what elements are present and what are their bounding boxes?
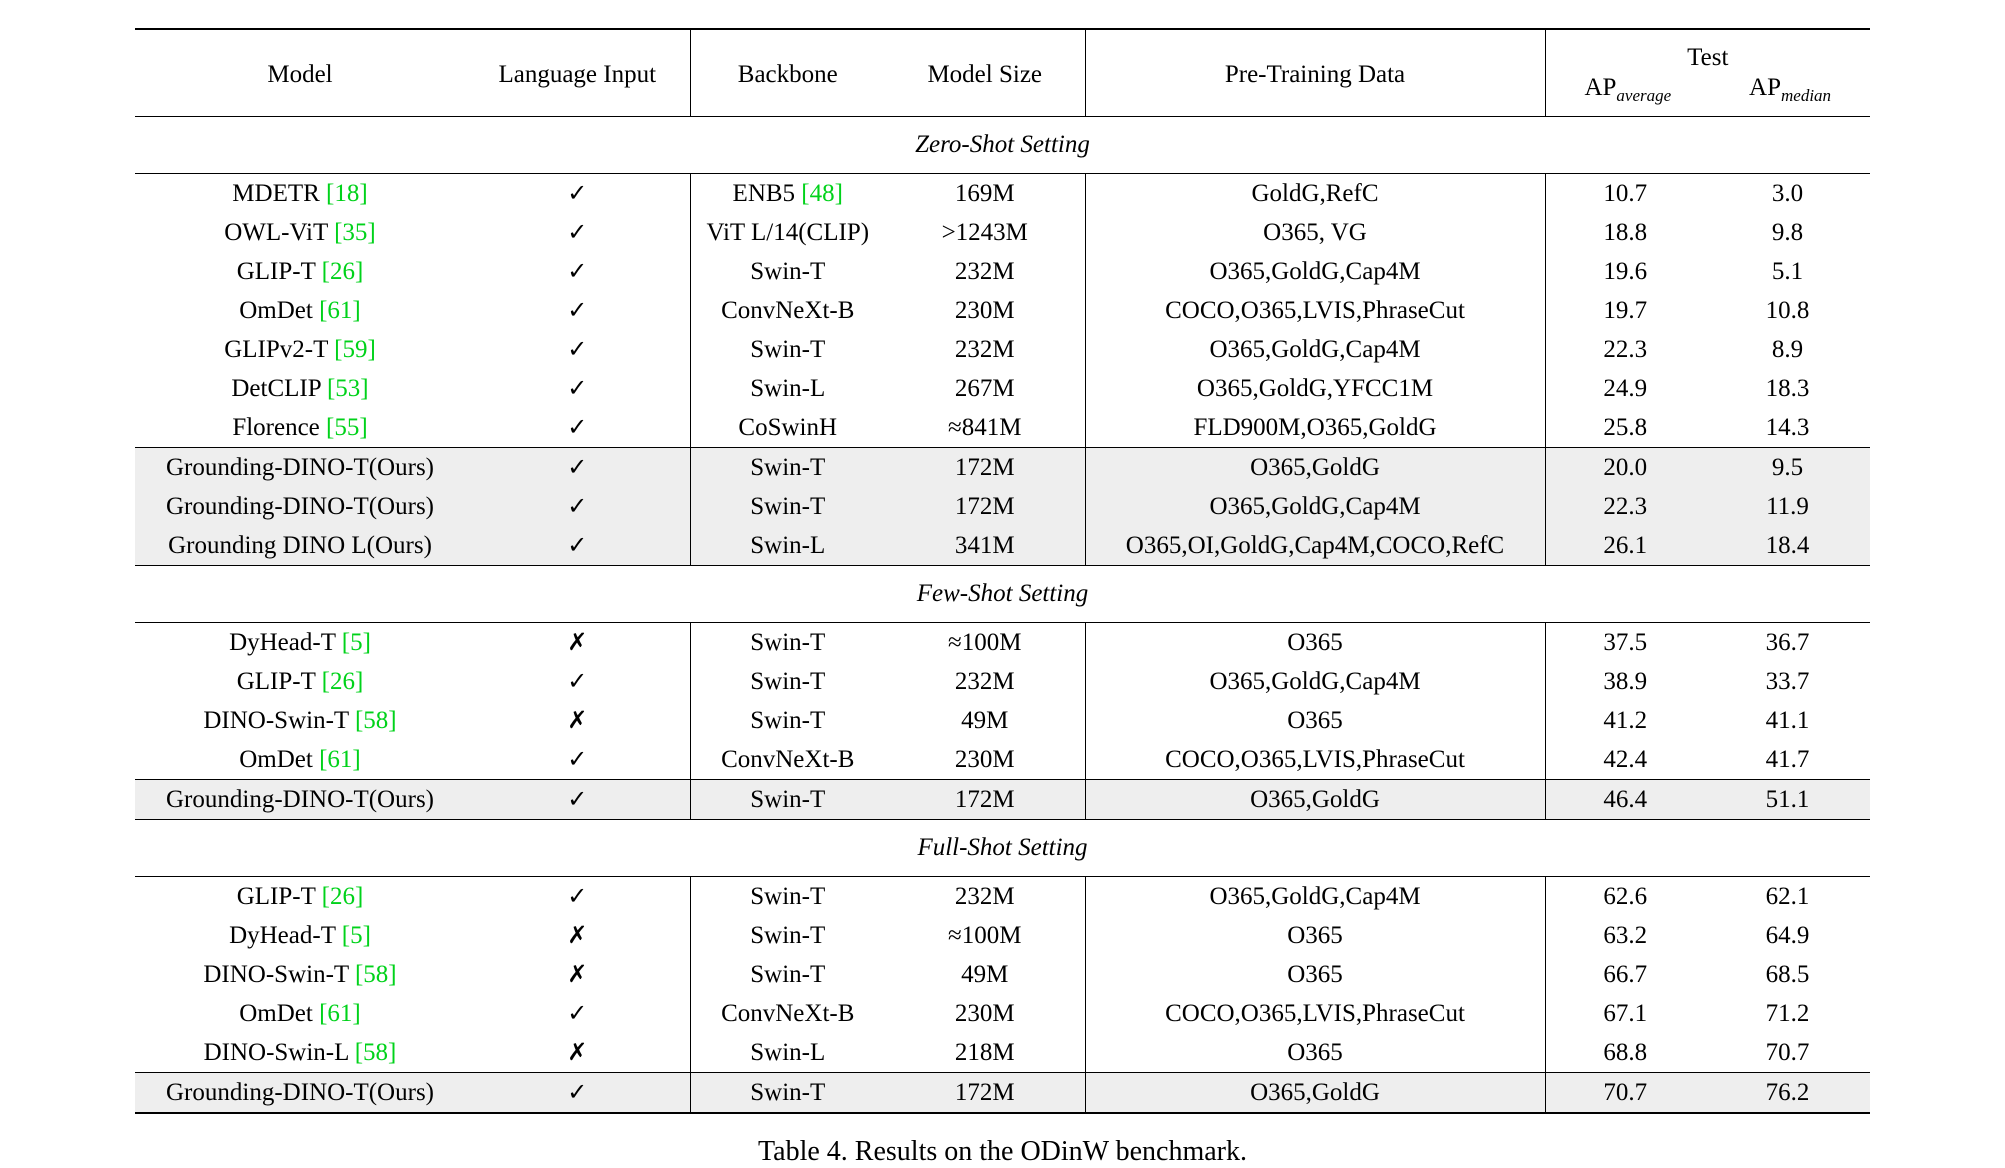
cell-ap-median: 71.2	[1765, 1000, 1810, 1027]
cell-language-input	[465, 662, 690, 701]
cell-ap-average: 46.4	[1545, 780, 1705, 820]
cell-backbone: ViT L/14(CLIP)	[690, 213, 885, 252]
cell-pretraining-data: O365,GoldG	[1085, 1073, 1545, 1114]
check-icon: ✓	[567, 337, 588, 363]
citation-ref[interactable]: [58]	[354, 961, 397, 988]
citation-ref[interactable]: [18]	[326, 180, 368, 207]
cell-model: DINO-Swin-L [58]	[203, 1039, 397, 1066]
cell-ap-median: 9.5	[1705, 448, 1870, 488]
cell-pretraining-data: O365	[1085, 701, 1545, 740]
citation-ref[interactable]: [61]	[319, 297, 361, 324]
check-icon: ✓	[567, 787, 588, 813]
citation-ref[interactable]: [5]	[341, 922, 371, 949]
table-row	[135, 994, 1870, 1033]
results-table	[135, 28, 1870, 1114]
cell-ap-average: 68.8	[1545, 1033, 1705, 1073]
citation-ref[interactable]: [58]	[354, 707, 397, 734]
col-header-test	[1545, 29, 1870, 117]
table-row	[135, 1073, 1870, 1114]
cell-model-size: 230M	[954, 297, 1015, 324]
cell-model: OmDet [61]	[239, 746, 361, 773]
cell-model: Florence [55]	[232, 414, 368, 441]
table-row	[135, 662, 1870, 701]
cell-backbone: Swin-T	[690, 623, 885, 663]
cell-ap-median: 11.9	[1705, 487, 1870, 526]
cell-model-size: 172M	[885, 1073, 1085, 1114]
cell-pretraining-data: O365,GoldG	[1085, 780, 1545, 820]
cell-model: GLIP-T [26]	[236, 258, 364, 285]
cell-model-size: 232M	[954, 668, 1015, 695]
cell-backbone: Swin-T	[690, 955, 885, 994]
table-row	[135, 408, 1870, 448]
cell-model: Grounding DINO L(Ours)	[135, 526, 465, 566]
check-icon: ✓	[567, 1080, 588, 1106]
cell-ap-median: 5.1	[1771, 258, 1804, 285]
cell-pretraining-data: O365,OI,GoldG,Cap4M,COCO,RefC	[1085, 526, 1545, 566]
cell-backbone: Swin-T	[690, 448, 885, 488]
cell-language-input	[465, 448, 690, 488]
citation-ref[interactable]: [58]	[354, 1039, 397, 1066]
section-header	[135, 117, 1870, 174]
cell-backbone: ConvNeXt-B	[690, 994, 885, 1033]
col-header-ap-median: $AP_{median}$	[1749, 74, 1832, 106]
col-header-model: Model	[135, 29, 465, 117]
cell-model: MDETR [18]	[135, 174, 465, 214]
cell-backbone: Swin-T	[690, 330, 885, 369]
cell-pretraining-data: FLD900M,O365,GoldG	[1085, 408, 1545, 448]
cell-ap-average: 19.7	[1545, 291, 1705, 330]
cell-backbone: ENB5 [48]	[690, 174, 885, 214]
cell-language-input	[465, 330, 690, 369]
check-icon: ✓	[567, 415, 588, 441]
section-header	[135, 820, 1870, 877]
cell-pretraining-data: GoldG,RefC	[1085, 174, 1545, 214]
cell-ap-average: 25.8	[1545, 408, 1705, 448]
cell-pretraining-data: O365,GoldG,Cap4M	[1085, 252, 1545, 291]
cell-ap-median: 3.0	[1705, 174, 1870, 214]
check-icon: ✓	[567, 259, 588, 285]
cell-model-size: 230M	[954, 746, 1015, 773]
cell-ap-average: 22.3	[1545, 330, 1705, 369]
cell-language-input	[465, 526, 690, 566]
cell-backbone: Swin-T	[690, 662, 885, 701]
cell-ap-average: 37.5	[1545, 623, 1705, 663]
cell-pretraining-data: O365,GoldG,Cap4M	[1085, 662, 1545, 701]
cell-backbone: Swin-L	[690, 1033, 885, 1073]
cell-model-size: ≈841M	[948, 414, 1022, 441]
cell-model: DetCLIP [53]	[231, 375, 369, 402]
cell-backbone: Swin-L	[690, 526, 885, 566]
section-title: Few-Shot Setting	[135, 566, 1870, 623]
cell-backbone: Swin-T	[690, 780, 885, 820]
cell-ap-median: 8.9	[1771, 336, 1804, 363]
cell-backbone: ConvNeXt-B	[690, 740, 885, 780]
cell-ap-median: 51.1	[1705, 780, 1870, 820]
table-row	[135, 623, 1870, 663]
cell-model: GLIPv2-T [59]	[224, 336, 376, 363]
cell-model-size: ≈100M	[885, 623, 1085, 663]
cell-pretraining-data: O365, VG	[1085, 213, 1545, 252]
check-icon: ✓	[567, 884, 588, 910]
table-row	[135, 252, 1870, 291]
cell-ap-average: 22.3	[1545, 487, 1705, 526]
cell-ap-average: 67.1	[1545, 994, 1705, 1033]
cell-ap-median: 41.1	[1765, 707, 1810, 734]
section-header	[135, 566, 1870, 623]
citation-ref[interactable]: [59]	[334, 336, 376, 363]
check-icon: ✓	[567, 298, 588, 324]
cell-ap-median: 62.1	[1705, 877, 1870, 917]
cell-model-size: 49M	[961, 961, 1009, 988]
table-row	[135, 916, 1870, 955]
cell-ap-average: 38.9	[1545, 662, 1705, 701]
cell-language-input	[465, 916, 690, 955]
check-icon: ✓	[567, 669, 588, 695]
cell-backbone: ConvNeXt-B	[690, 291, 885, 330]
cross-icon: ✗	[567, 1040, 588, 1066]
cell-ap-average: 19.6	[1545, 252, 1705, 291]
cross-icon: ✗	[567, 708, 588, 734]
cell-model-size: 172M	[885, 780, 1085, 820]
cell-ap-average: 63.2	[1545, 916, 1705, 955]
cell-ap-average: 18.8	[1545, 213, 1705, 252]
cell-ap-median: 36.7	[1705, 623, 1870, 663]
cell-model: OWL-ViT [35]	[224, 219, 376, 246]
cell-model-size: 172M	[885, 448, 1085, 488]
cell-language-input	[465, 291, 690, 330]
table-row	[135, 526, 1870, 566]
cell-pretraining-data: O365,GoldG,YFCC1M	[1085, 369, 1545, 408]
cell-ap-average: 41.2	[1545, 701, 1705, 740]
cell-ap-median: 76.2	[1705, 1073, 1870, 1114]
cell-model-size: 341M	[885, 526, 1085, 566]
test-group-label: Test	[1687, 43, 1729, 71]
check-icon: ✓	[567, 1001, 588, 1027]
cell-backbone: Swin-L	[690, 369, 885, 408]
cell-backbone: Swin-T	[690, 487, 885, 526]
cell-ap-average: 24.9	[1545, 369, 1705, 408]
cell-language-input	[465, 252, 690, 291]
cell-language-input	[465, 780, 690, 820]
cell-pretraining-data: O365,GoldG,Cap4M	[1085, 487, 1545, 526]
check-icon: ✓	[567, 455, 588, 481]
table-header-row	[135, 29, 1870, 117]
table-row	[135, 330, 1870, 369]
cell-language-input	[465, 877, 690, 917]
cell-language-input	[465, 1033, 690, 1073]
check-icon: ✓	[567, 220, 588, 246]
cell-model-size: ≈100M	[948, 922, 1022, 949]
table-row	[135, 369, 1870, 408]
citation-ref[interactable]: [26]	[321, 258, 364, 285]
cell-backbone: Swin-T	[690, 252, 885, 291]
col-header-model-size: Model Size	[885, 29, 1085, 117]
citation-ref[interactable]: [48]	[801, 180, 843, 207]
table-row	[135, 740, 1870, 780]
cell-model: GLIP-T [26]	[135, 877, 465, 917]
cell-language-input	[465, 174, 690, 214]
cell-ap-median: 18.3	[1765, 375, 1810, 402]
cell-ap-median: 9.8	[1771, 219, 1804, 246]
cell-pretraining-data: O365	[1085, 1033, 1545, 1073]
check-icon: ✓	[567, 533, 588, 559]
cell-backbone: Swin-T	[690, 701, 885, 740]
cell-ap-average: 20.0	[1545, 448, 1705, 488]
cell-ap-average: 66.7	[1545, 955, 1705, 994]
cell-ap-average: 70.7	[1545, 1073, 1705, 1114]
check-icon: ✓	[567, 494, 588, 520]
cell-model-size: 232M	[954, 258, 1015, 285]
cell-language-input	[465, 213, 690, 252]
cell-pretraining-data: O365	[1085, 623, 1545, 663]
cell-language-input	[465, 1073, 690, 1114]
cell-model: OmDet [61]	[239, 297, 361, 324]
cell-ap-average: 10.7	[1545, 174, 1705, 214]
check-icon: ✓	[567, 747, 588, 773]
cell-ap-average: 62.6	[1545, 877, 1705, 917]
cell-model: GLIP-T [26]	[236, 668, 364, 695]
cell-model: DINO-Swin-T [58]	[203, 707, 397, 734]
cross-icon: ✗	[567, 962, 588, 988]
cell-model: Grounding-DINO-T(Ours)	[135, 1073, 465, 1114]
cell-backbone: Swin-T	[690, 1073, 885, 1114]
cell-model-size: 232M	[885, 877, 1085, 917]
citation-ref[interactable]: [61]	[319, 746, 361, 773]
table-row	[135, 877, 1870, 917]
col-header-language-input: Language Input	[465, 29, 690, 117]
cell-language-input	[465, 994, 690, 1033]
citation-ref[interactable]: [61]	[319, 1000, 361, 1027]
cell-backbone: Swin-T	[690, 916, 885, 955]
cell-model: DyHead-T [5]	[229, 922, 371, 949]
cell-ap-median: 70.7	[1765, 1039, 1810, 1066]
cell-ap-median: 10.8	[1765, 297, 1810, 324]
cell-pretraining-data: COCO,O365,LVIS,PhraseCut	[1085, 740, 1545, 780]
cross-icon: ✗	[567, 923, 588, 949]
cell-pretraining-data: O365,GoldG,Cap4M	[1085, 330, 1545, 369]
cell-model-size: 172M	[885, 487, 1085, 526]
table-caption: Table 4. Results on the ODinW benchmark.	[758, 1136, 1247, 1167]
citation-ref[interactable]: [53]	[326, 375, 369, 402]
cell-model: Grounding-DINO-T(Ours)	[135, 780, 465, 820]
cell-model: OmDet [61]	[239, 1000, 361, 1027]
cell-model-size: 232M	[954, 336, 1015, 363]
cell-model: Grounding-DINO-T(Ours)	[135, 448, 465, 488]
check-icon: ✓	[567, 181, 588, 207]
cell-pretraining-data: O365	[1085, 916, 1545, 955]
table-row	[135, 448, 1870, 488]
cell-backbone: Swin-T	[690, 877, 885, 917]
check-icon: ✓	[567, 376, 588, 402]
col-header-ap-average: $AP_{average}$	[1584, 74, 1672, 106]
cell-language-input	[465, 487, 690, 526]
cell-language-input	[465, 701, 690, 740]
cell-language-input	[465, 955, 690, 994]
cell-ap-median: 18.4	[1705, 526, 1870, 566]
cell-pretraining-data: O365,GoldG	[1085, 448, 1545, 488]
cell-ap-average: 42.4	[1545, 740, 1705, 780]
table-row	[135, 701, 1870, 740]
cell-ap-median: 64.9	[1765, 922, 1810, 949]
cell-model: DyHead-T [5]	[135, 623, 465, 663]
cell-pretraining-data: O365	[1085, 955, 1545, 994]
cell-language-input	[465, 623, 690, 663]
col-header-pretraining-data: Pre-Training Data	[1085, 29, 1545, 117]
col-header-backbone: Backbone	[690, 29, 885, 117]
cell-ap-median: 14.3	[1765, 414, 1810, 441]
cell-language-input	[465, 369, 690, 408]
section-title: Full-Shot Setting	[135, 820, 1870, 877]
cell-ap-median: 33.7	[1765, 668, 1810, 695]
cell-language-input	[465, 740, 690, 780]
citation-ref[interactable]: [26]	[321, 668, 364, 695]
citation-ref[interactable]: [55]	[326, 414, 368, 441]
cell-model-size: 49M	[961, 707, 1009, 734]
table-row	[135, 1033, 1870, 1073]
cell-pretraining-data: COCO,O365,LVIS,PhraseCut	[1085, 994, 1545, 1033]
citation-ref[interactable]: [35]	[334, 219, 376, 246]
cell-model-size: 230M	[954, 1000, 1015, 1027]
table-row	[135, 213, 1870, 252]
citation-ref[interactable]: [26]	[321, 883, 364, 910]
section-title: Zero-Shot Setting	[135, 117, 1870, 174]
cell-ap-median: 68.5	[1765, 961, 1810, 988]
cell-ap-median: 41.7	[1765, 746, 1810, 773]
cross-icon: ✗	[567, 630, 588, 656]
cell-model: DINO-Swin-T [58]	[203, 961, 397, 988]
cell-language-input	[465, 408, 690, 448]
cell-model-size: 169M	[885, 174, 1085, 214]
cell-model-size: 218M	[954, 1039, 1015, 1066]
table-row	[135, 487, 1870, 526]
table-row	[135, 174, 1870, 214]
table-row	[135, 291, 1870, 330]
cell-model-size: 267M	[954, 375, 1015, 402]
cell-pretraining-data: O365,GoldG,Cap4M	[1085, 877, 1545, 917]
cell-model: Grounding-DINO-T(Ours)	[135, 487, 465, 526]
table-row	[135, 780, 1870, 820]
cell-backbone: CoSwinH	[690, 408, 885, 448]
table-row	[135, 955, 1870, 994]
table-bottom-rule	[135, 1113, 1870, 1114]
cell-ap-average: 26.1	[1545, 526, 1705, 566]
cell-model-size: >1243M	[941, 219, 1028, 246]
citation-ref[interactable]: [5]	[341, 629, 371, 656]
cell-pretraining-data: COCO,O365,LVIS,PhraseCut	[1085, 291, 1545, 330]
